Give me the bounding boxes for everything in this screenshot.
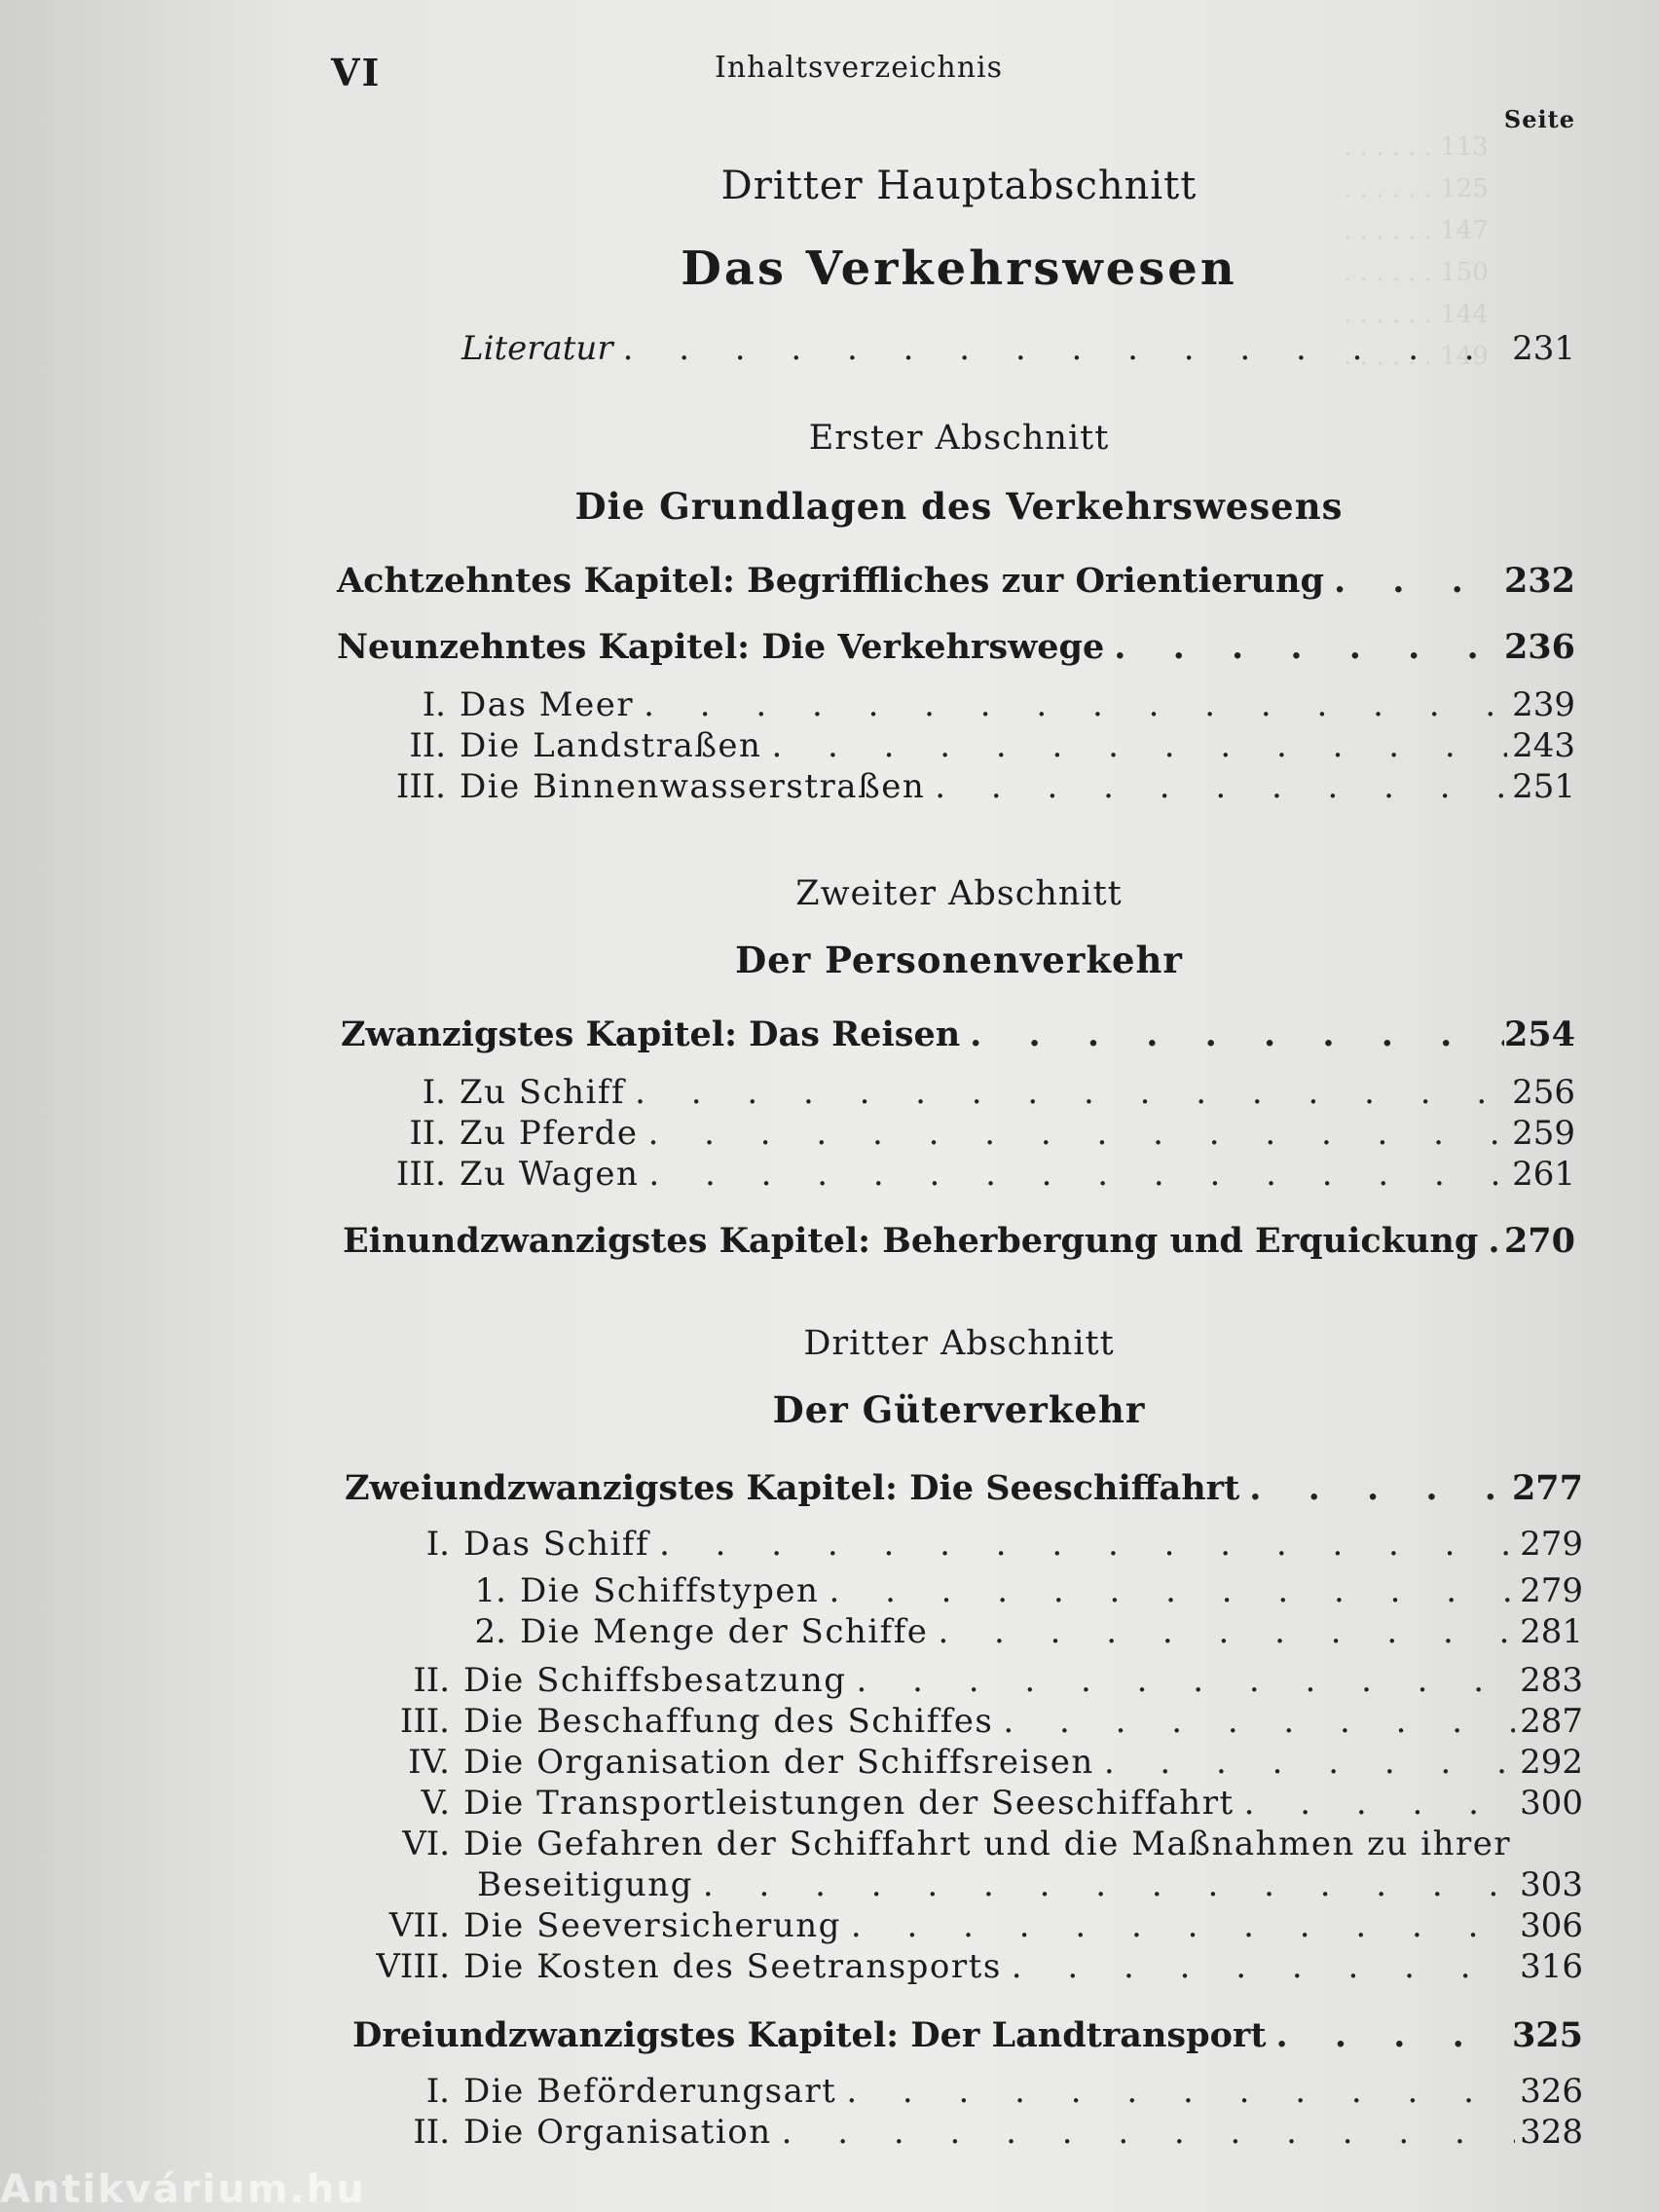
toc-entry[interactable]: [362, 1571, 1583, 1610]
leader-dots: [649, 1525, 1515, 1564]
leader-dots: [847, 1661, 1515, 1700]
leader-dots: [836, 2072, 1515, 2111]
entry-number: III.: [395, 767, 446, 806]
leader-dots: [841, 1906, 1515, 1945]
entry-number: II.: [409, 726, 446, 765]
leader-dots: [1478, 1221, 1504, 1261]
section-title: Zweiter Abschnitt: [795, 874, 1123, 913]
entry-title: Zu Schiff: [460, 1073, 626, 1112]
toc-entry[interactable]: [362, 2113, 1583, 2152]
entry-title: Die Beförderungsart: [463, 2072, 837, 2111]
section-title: Dritter Abschnitt: [803, 1324, 1115, 1363]
part-subtitle: Das Verkehrswesen: [681, 241, 1237, 296]
toc-entry[interactable]: [362, 1906, 1583, 1945]
entry-number: 1.: [474, 1571, 506, 1610]
leader-dots: [761, 726, 1507, 765]
entry-number: 2.: [474, 1612, 506, 1651]
toc-entry[interactable]: [362, 1825, 1583, 1863]
toc-entry[interactable]: [360, 1155, 1575, 1194]
toc-chapter[interactable]: [337, 627, 1575, 667]
toc-entry[interactable]: [362, 1784, 1583, 1823]
entry-title: Zwanzigstes Kapitel: Das Reisen: [341, 1014, 961, 1054]
entry-number: I.: [425, 2072, 450, 2111]
entry-page: 283: [1520, 1661, 1583, 1700]
running-header: Inhaltsverzeichnis: [714, 51, 1004, 85]
toc-entry[interactable]: [362, 1661, 1583, 1700]
entry-page: 326: [1520, 2072, 1583, 2111]
entry-number: VII.: [388, 1906, 450, 1945]
leader-dots: [925, 767, 1507, 806]
leader-dots: [1267, 2015, 1512, 2055]
entry-title: Die Organisation der Schiffsreisen: [463, 1743, 1094, 1782]
entry-number: III.: [395, 1155, 446, 1194]
entry-title: Beseitigung: [477, 1865, 693, 1904]
section-subtitle: Der Personenverkehr: [735, 939, 1183, 981]
toc-entry[interactable]: [360, 685, 1575, 724]
entry-title: Dreiundzwanzigstes Kapitel: Der Landtransport: [352, 2015, 1267, 2055]
leader-dots: [634, 685, 1507, 724]
toc-entry[interactable]: [362, 1525, 1583, 1564]
toc-chapter[interactable]: [345, 1468, 1583, 1508]
leader-dots: [639, 1114, 1507, 1153]
leader-dots: [993, 1702, 1515, 1741]
page-number: VI: [331, 51, 382, 94]
entry-number: V.: [421, 1784, 450, 1823]
leader-dots: [1324, 561, 1504, 601]
entry-page: 261: [1512, 1155, 1575, 1194]
entry-page: 316: [1520, 1947, 1583, 1986]
entry-page: 300: [1520, 1784, 1583, 1823]
toc-chapter[interactable]: [343, 1221, 1575, 1261]
toc-entry[interactable]: [360, 726, 1575, 765]
entry-number: III.: [399, 1702, 450, 1741]
entry-page: 254: [1503, 1014, 1575, 1054]
entry-title: Das Meer: [460, 685, 635, 724]
toc-entry[interactable]: [362, 1702, 1583, 1741]
leader-dots: [693, 1865, 1515, 1904]
entry-page: 306: [1520, 1906, 1583, 1945]
toc-entry[interactable]: [362, 1743, 1583, 1782]
entry-page: 236: [1503, 627, 1575, 667]
entry-page: 239: [1512, 685, 1575, 724]
entry-title: Die Gefahren der Schiffahrt und die Maßnahmen zu ihrer: [463, 1825, 1512, 1863]
section-title: Erster Abschnitt: [808, 419, 1110, 458]
toc-entry[interactable]: [360, 1073, 1575, 1112]
bleed-through-text: . . . . . . 113 . . . . . . 125 . . . . . . 147 . . . . . . 150 . . . . . . 144 . . . . . . 149: [1344, 132, 1489, 371]
entry-title: Achtzehntes Kapitel: Begriffliches zur Orientierung: [337, 561, 1324, 601]
entry-page: 259: [1512, 1114, 1575, 1153]
entry-title: Zu Pferde: [460, 1114, 639, 1153]
entry-title: Die Menge der Schiffe: [520, 1612, 929, 1651]
entry-page: 270: [1503, 1221, 1575, 1261]
entry-title: Zu Wagen: [460, 1155, 640, 1194]
entry-page: 277: [1511, 1468, 1583, 1508]
toc-entry-continuation[interactable]: [463, 1865, 1583, 1904]
entry-number: I.: [425, 1525, 450, 1564]
page-column-label: Seite: [1503, 105, 1575, 133]
leader-dots: [819, 1571, 1515, 1610]
leader-dots: [772, 2113, 1515, 2152]
entry-page: 281: [1520, 1612, 1583, 1651]
toc-entry[interactable]: [360, 1114, 1575, 1153]
entry-title: Die Organisation: [463, 2113, 772, 2152]
entry-number: II.: [413, 1661, 450, 1700]
entry-title: Die Transportleistungen der Seeschiffahrt: [463, 1784, 1235, 1823]
entry-number: I.: [422, 1073, 446, 1112]
watermark: Antikvárium.hu: [0, 2167, 366, 2212]
entry-title: Zweiundzwanzigstes Kapitel: Die Seeschiffahrt: [345, 1468, 1240, 1508]
entry-page: 303: [1520, 1865, 1583, 1904]
section-subtitle: Der Güterverkehr: [772, 1388, 1146, 1431]
leader-dots: [613, 329, 1507, 368]
entry-number: VI.: [402, 1825, 450, 1863]
toc-entry[interactable]: [360, 767, 1575, 806]
toc-entry[interactable]: [362, 1612, 1583, 1651]
entry-number: IV.: [408, 1743, 450, 1782]
leader-dots: [1104, 627, 1504, 667]
leader-dots: [960, 1014, 1504, 1054]
part-title: Dritter Hauptabschnitt: [720, 164, 1198, 208]
toc-chapter[interactable]: [352, 2015, 1583, 2055]
entry-page: 279: [1520, 1571, 1583, 1610]
toc-entry[interactable]: [362, 2072, 1583, 2111]
entry-page: 232: [1503, 561, 1575, 601]
section-subtitle: Die Grundlagen des Verkehrswesens: [574, 485, 1344, 528]
entry-page: 256: [1512, 1073, 1575, 1112]
leader-dots: [1239, 1468, 1512, 1508]
leader-dots: [928, 1612, 1515, 1651]
leader-dots: [1094, 1743, 1515, 1782]
entry-title: Die Landstraßen: [460, 726, 762, 765]
entry-page: 328: [1520, 2113, 1583, 2152]
entry-page: 287: [1520, 1702, 1583, 1741]
entry-title: Die Seeversicherung: [463, 1906, 841, 1945]
toc-entry[interactable]: [362, 1947, 1583, 1986]
leader-dots: [625, 1073, 1507, 1112]
entry-page: 243: [1512, 726, 1575, 765]
entry-title: Neunzehntes Kapitel: Die Verkehrswege: [337, 627, 1105, 667]
toc-chapter[interactable]: [341, 1014, 1575, 1054]
entry-number: VIII.: [376, 1947, 450, 1986]
toc-entry-literatur[interactable]: [461, 329, 1575, 368]
entry-title: Das Schiff: [463, 1525, 650, 1564]
entry-page: 231: [1512, 329, 1575, 368]
entry-title: Einundzwanzigstes Kapitel: Beherbergung und Erquickung: [343, 1221, 1479, 1261]
entry-number: II.: [409, 1114, 446, 1153]
leader-dots: [1002, 1947, 1515, 1986]
leader-dots: [639, 1155, 1507, 1194]
entry-title: Literatur: [461, 329, 613, 368]
entry-page: 325: [1511, 2015, 1583, 2055]
entry-page: 279: [1520, 1525, 1583, 1564]
entry-page: 292: [1520, 1743, 1583, 1782]
entry-number: II.: [413, 2113, 450, 2152]
leader-dots: [1235, 1784, 1515, 1823]
entry-title: Die Schiffstypen: [520, 1571, 820, 1610]
toc-chapter[interactable]: [337, 561, 1575, 601]
entry-title: Die Schiffsbesatzung: [463, 1661, 847, 1700]
entry-title: Die Beschaffung des Schiffes: [463, 1702, 994, 1741]
entry-title: Die Binnenwasserstraßen: [460, 767, 926, 806]
entry-page: 251: [1512, 767, 1575, 806]
entry-number: I.: [422, 685, 446, 724]
entry-title: Die Kosten des Seetransports: [463, 1947, 1002, 1986]
